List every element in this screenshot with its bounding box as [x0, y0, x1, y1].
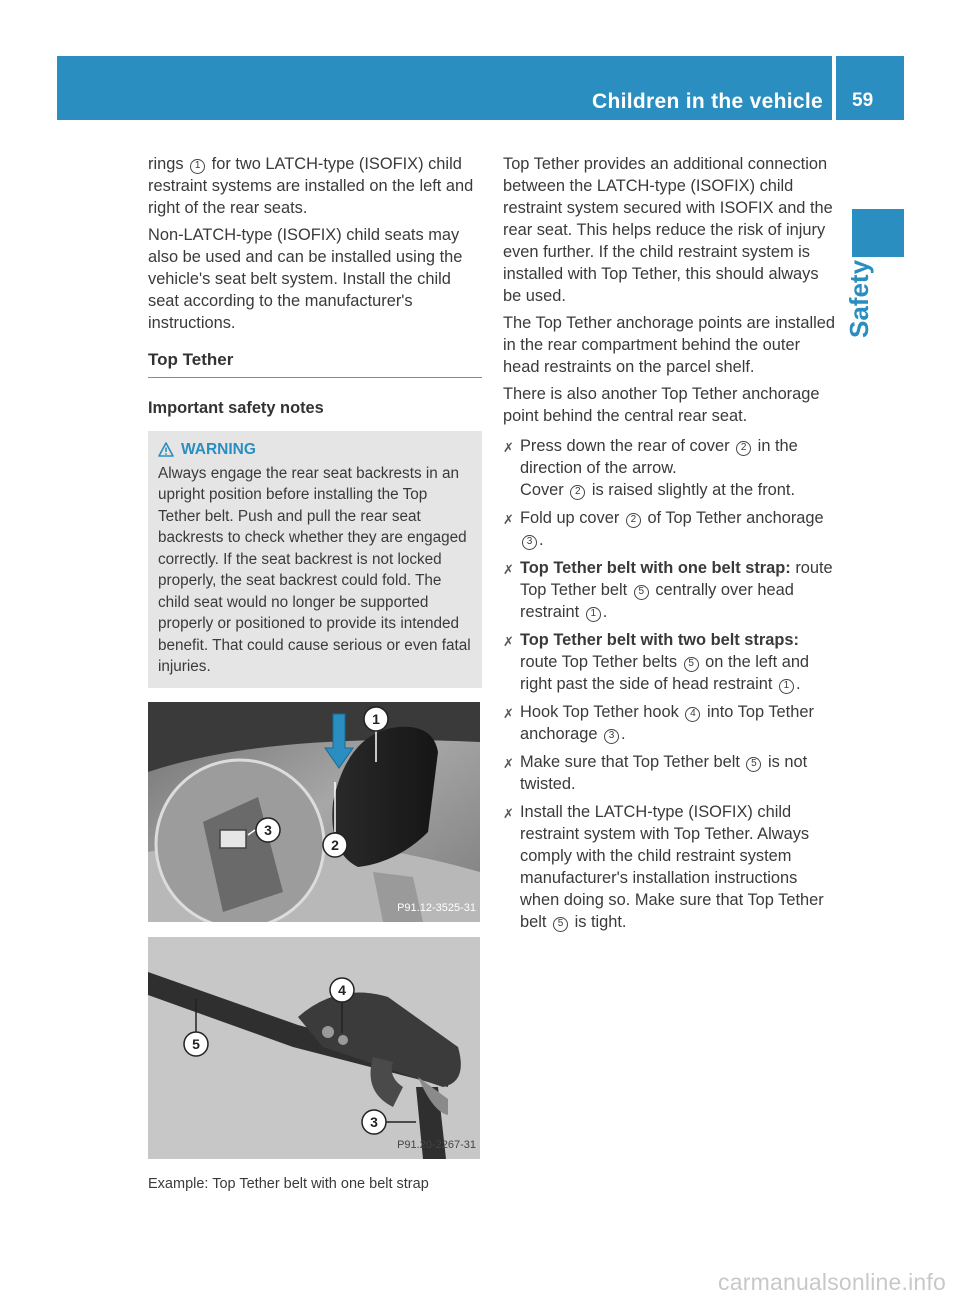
warning-line: properly or positioned to provide its intended	[158, 615, 460, 632]
callout-3b	[362, 1110, 386, 1134]
instruction-step: ✗ Press down the rear of cover 2 in the direction of the arrow. Cover 2 is raised slightly at the front.	[503, 437, 798, 499]
text-line: vehicle's seat belt system. Install the child	[148, 270, 451, 288]
step-arrow-icon: ✗	[503, 512, 514, 527]
paragraph-anchorage-points	[503, 312, 835, 378]
svg-text:3: 3	[264, 821, 272, 838]
text-line: restraint systems are installed on the left and	[148, 177, 474, 195]
warning-header	[158, 439, 472, 461]
step-arrow-icon: ✗	[503, 634, 514, 649]
text-line: point behind the central rear seat.	[503, 407, 748, 425]
warning-line: Tether belt. Push and pull the rear seat	[158, 507, 421, 525]
callout-ref: 1	[586, 607, 601, 622]
text-line: rings	[148, 155, 184, 173]
step-arrow-icon: ✗	[503, 706, 514, 721]
paragraph-non-latch	[148, 224, 482, 334]
text-line: head restraints on the parcel shelf.	[503, 358, 755, 376]
warning-line: benefit. That could cause serious or even fatal	[158, 636, 471, 654]
instruction-step: ✗ Top Tether belt with two belt straps: route Top Tether belts 5 on the left and right past the side of head restraint 1 .	[503, 631, 810, 693]
callout-ref: 5	[746, 757, 761, 772]
callout-3	[256, 818, 280, 842]
watermark: carmanualsonline.info	[718, 1269, 946, 1295]
instruction-step: ✗ Install the LATCH-type (ISOFIX) child restraint system with Top Tether. Always comply with the child restraint system manufacturer's installation instructions when doing so. Make sure that Top Tether belt 5 is tight.	[503, 803, 824, 931]
warning-title: WARNING	[181, 441, 256, 458]
instruction-step: ✗ Make sure that Top Tether belt 5 is not twisted.	[503, 753, 808, 793]
text-line: even further. If the child restraint system is	[503, 243, 810, 261]
warning-line: child seat would no longer be supported	[158, 593, 429, 611]
instruction-step: ✗ Hook Top Tether hook 4 into Top Tether anchorage 3 .	[503, 703, 814, 743]
tether-belt-illustration	[148, 937, 480, 1159]
text-line: be used.	[503, 287, 566, 305]
text-line: Non-LATCH-type (ISOFIX) child seats may	[148, 226, 460, 244]
svg-text:5: 5	[192, 1035, 200, 1052]
side-tab-marker	[852, 209, 904, 257]
callout-ref: 4	[685, 707, 700, 722]
page-number: 59	[852, 90, 874, 111]
figure-top-tether-anchorage	[148, 702, 480, 922]
chapter-title: Children in the vehicle	[592, 90, 823, 113]
text-line: The Top Tether anchorage points are installed	[503, 314, 835, 332]
callout-5	[184, 1032, 208, 1056]
callout-2	[323, 833, 347, 857]
text-line: for two LATCH-type (ISOFIX) child	[211, 155, 462, 173]
subsection-heading: Important safety notes	[148, 399, 324, 417]
warning-line: correctly. If the seat backrest is not locked	[158, 550, 442, 568]
text-line: restraint system secured with ISOFIX and the	[503, 199, 833, 217]
callout-ref: 2	[736, 441, 751, 456]
callout-1	[364, 707, 388, 731]
callout-ref: 2	[570, 485, 585, 500]
text-line: between the LATCH-type (ISOFIX) child	[503, 177, 794, 195]
instruction-step: ✗ Top Tether belt with one belt strap: route Top Tether belt 5 centrally over head restraint 1 .	[503, 559, 833, 621]
callout-ref: 1	[190, 159, 205, 174]
text-line: also be used and can be installed using the	[148, 248, 463, 266]
anchorage-illustration	[148, 702, 480, 922]
callout-4	[330, 978, 354, 1002]
warning-box	[148, 431, 482, 688]
header-divider	[832, 56, 836, 120]
figure-top-tether-belt	[148, 937, 480, 1159]
svg-text:1: 1	[372, 710, 380, 727]
text-line: in the rear compartment behind the outer	[503, 336, 801, 354]
warning-line: injuries.	[158, 658, 211, 675]
text-line: instructions.	[148, 314, 236, 332]
section-heading: Top Tether	[148, 339, 482, 378]
warning-line: upright position before installing the Top	[158, 486, 428, 503]
instruction-step: ✗ Fold up cover 2 of Top Tether anchorage 3 .	[503, 509, 824, 549]
figure-caption: Example: Top Tether belt with one belt strap	[148, 1175, 429, 1192]
figure-reference: P91.12-3525-31	[397, 901, 476, 914]
svg-text:4: 4	[338, 981, 346, 998]
text-line: installed with Top Tether, this should always	[503, 265, 819, 283]
step-arrow-icon: ✗	[503, 562, 514, 577]
paragraph-top-tether-intro	[503, 153, 835, 307]
warning-line: properly, the seat backrest could fold. The	[158, 572, 442, 589]
callout-ref: 5	[553, 917, 568, 932]
callout-ref: 3	[522, 535, 537, 550]
callout-ref: 1	[779, 679, 794, 694]
text-line: seat according to the manufacturer's	[148, 292, 413, 310]
step-arrow-icon: ✗	[503, 806, 514, 821]
warning-line: Always engage the rear seat backrests in an	[158, 464, 460, 482]
text-line: Top Tether provides an additional connection	[503, 155, 828, 173]
warning-triangle-icon	[158, 442, 174, 457]
left-column	[148, 153, 482, 1195]
right-column	[503, 153, 835, 939]
warning-line: backrests to check whether they are engaged	[158, 529, 467, 546]
figure-reference: P91.20-2267-31	[397, 1138, 476, 1151]
step-arrow-icon: ✗	[503, 440, 514, 455]
callout-ref: 5	[634, 585, 649, 600]
callout-ref: 5	[684, 657, 699, 672]
text-line: right of the rear seats.	[148, 199, 308, 217]
side-tab-label: Safety	[844, 259, 874, 338]
text-line: rear seat. This helps reduce the risk of injury	[503, 221, 826, 239]
text-line: There is also another Top Tether anchorage	[503, 385, 820, 403]
step-arrow-icon: ✗	[503, 756, 514, 771]
svg-text:3: 3	[370, 1113, 378, 1130]
paragraph-central-anchorage	[503, 383, 835, 427]
svg-text:2: 2	[331, 836, 339, 853]
callout-ref: 2	[626, 513, 641, 528]
paragraph-isofix-rings	[148, 153, 482, 219]
callout-ref: 3	[604, 729, 619, 744]
